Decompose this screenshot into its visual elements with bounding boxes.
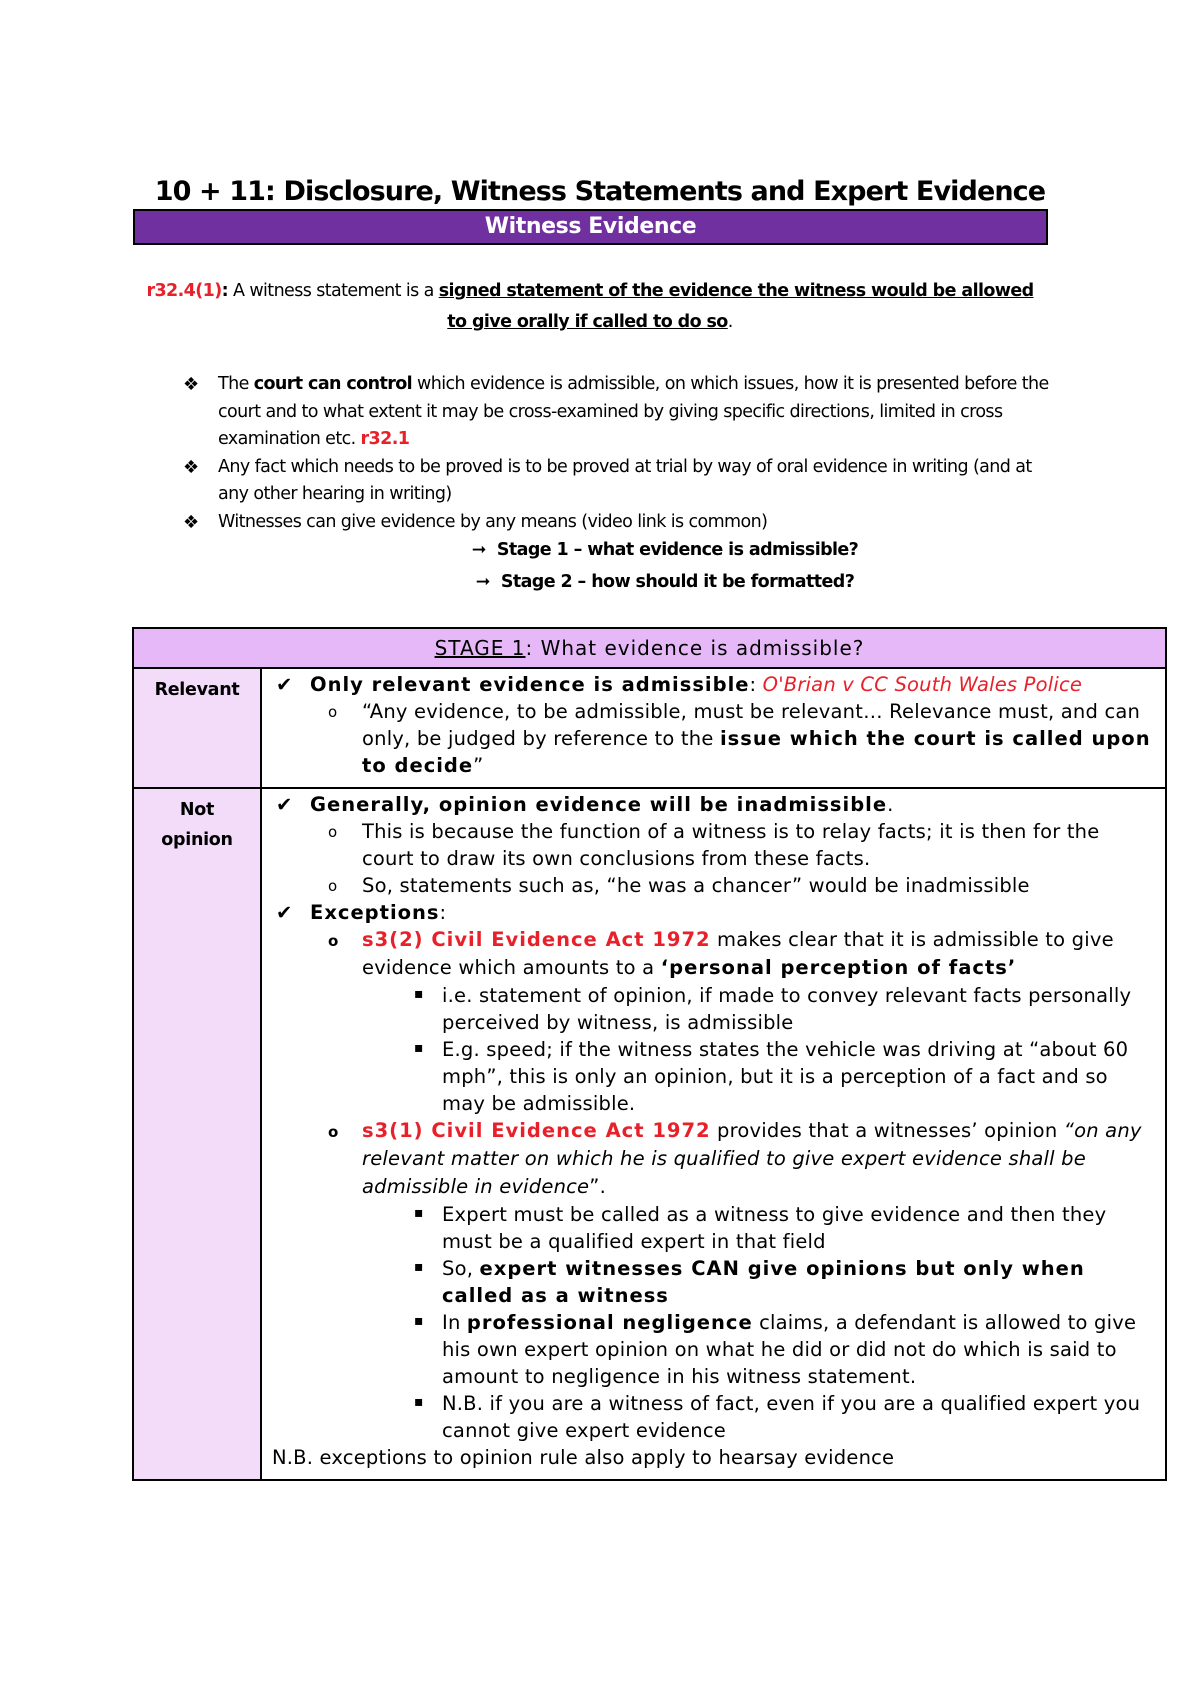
detail-text: So, bbox=[442, 1257, 480, 1280]
row-label-line: opinion bbox=[161, 830, 233, 850]
circle-bullet-icon: o bbox=[328, 932, 339, 950]
circle-bullet-icon: o bbox=[328, 823, 338, 841]
table-header-row bbox=[133, 628, 1166, 668]
exception-text: provides that a witnesses’ opinion bbox=[710, 1119, 1064, 1142]
table-header-label: STAGE 1 bbox=[434, 635, 526, 660]
period: . bbox=[887, 793, 894, 816]
bullet-item bbox=[183, 509, 1063, 537]
sub-item bbox=[272, 698, 1157, 779]
square-bullet-icon: ▪ bbox=[414, 1040, 424, 1056]
definition-emphasis-1: signed statement of the evidence the witness would be allowed bbox=[438, 281, 1034, 301]
colon: : bbox=[749, 673, 763, 696]
detail-item bbox=[272, 1255, 1157, 1309]
detail-bold: expert witnesses CAN give opinions but only when called as a witness bbox=[442, 1257, 1085, 1307]
table-header-text: : What evidence is admissible? bbox=[525, 635, 865, 660]
stage-text: Stage 1 – what evidence is admissible? bbox=[496, 540, 859, 560]
detail-text: Expert must be called as a witness to give evidence and then they must be a qualified expert in that field bbox=[442, 1203, 1107, 1253]
detail-item bbox=[272, 1390, 1157, 1444]
detail-text: i.e. statement of opinion, if made to convey relevant facts personally perceived by witness, is admissible bbox=[442, 984, 1132, 1034]
stage-item bbox=[0, 566, 1200, 598]
circle-bullet-icon: o bbox=[328, 1123, 339, 1141]
bullet-text: Any fact which needs to be proved is to be proved at trial by way of oral evidence in writing (and at any other hearing in writing) bbox=[218, 456, 1032, 504]
definition-colon: : bbox=[221, 281, 229, 301]
quote-end: ”. bbox=[589, 1175, 606, 1198]
bullet-bold: court can control bbox=[253, 374, 413, 394]
bullet-text: Witnesses can give evidence by any means (video link is common) bbox=[218, 511, 768, 532]
check-text: Generally, opinion evidence will be inadmissible bbox=[310, 793, 888, 816]
detail-item bbox=[272, 982, 1157, 1036]
square-bullet-icon: ▪ bbox=[414, 1259, 424, 1275]
check-item bbox=[272, 671, 1157, 698]
detail-item bbox=[272, 1036, 1157, 1117]
sub-text: So, statements such as, “he was a chancer” would be inadmissible bbox=[362, 874, 1030, 897]
arrow-icon: ➞ bbox=[475, 572, 490, 592]
detail-bold: professional negligence bbox=[466, 1311, 753, 1334]
check-item bbox=[272, 899, 1157, 926]
page-title: 10 + 11: Disclosure, Witness Statements and Expert Evidence bbox=[154, 176, 1046, 207]
circle-bullet-icon: o bbox=[328, 703, 338, 721]
definition-emphasis-2: to give orally if called to do so bbox=[447, 312, 728, 332]
row-label-line: Not bbox=[179, 800, 215, 820]
row-label: Relevant bbox=[133, 668, 261, 788]
definition bbox=[140, 276, 1040, 338]
detail-item bbox=[272, 1201, 1157, 1255]
square-bullet-icon: ▪ bbox=[414, 1394, 424, 1410]
diamond-bullet-icon: ❖ bbox=[183, 374, 199, 395]
check-icon: ✔ bbox=[276, 901, 293, 924]
definition-end: . bbox=[727, 312, 733, 332]
stage-text: Stage 2 – how should it be formatted? bbox=[500, 572, 855, 592]
detail-item bbox=[272, 1309, 1157, 1390]
square-bullet-icon: ▪ bbox=[414, 1205, 424, 1221]
row-content bbox=[261, 788, 1166, 1480]
square-bullet-icon: ▪ bbox=[414, 1313, 424, 1329]
detail-text: N.B. if you are a witness of fact, even if you are a qualified expert you cannot give expert evidence bbox=[442, 1392, 1141, 1442]
quote-text: “Any evidence, to be admissible, must be relevant… Relevance must, and can only, be judged by reference to the bbox=[362, 700, 1141, 750]
colon: : bbox=[439, 901, 447, 924]
diamond-bullet-icon: ❖ bbox=[183, 456, 199, 478]
arrow-icon: ➞ bbox=[471, 540, 486, 560]
quote-end: ” bbox=[473, 754, 484, 777]
check-item bbox=[272, 791, 1157, 818]
exception-bold: ‘personal perception of facts’ bbox=[660, 956, 1017, 979]
square-bullet-icon: ▪ bbox=[414, 986, 424, 1002]
sub-item bbox=[272, 872, 1157, 899]
diamond-bullet-icon: ❖ bbox=[183, 511, 199, 533]
sub-item bbox=[272, 818, 1157, 872]
table-row bbox=[133, 668, 1166, 788]
statute-reference: s3(2) Civil Evidence Act 1972 bbox=[362, 928, 711, 951]
quote-bold: issue which the court is called upon to decide bbox=[362, 727, 1151, 777]
rule-reference: r32.1 bbox=[360, 429, 410, 449]
bullet-list bbox=[183, 371, 1063, 536]
definition-lead: A witness statement is a bbox=[228, 281, 439, 301]
bullet-text: which evidence is admissible, on which issues, how it is presented before the court and to what extent it may be cross-examined by giving specific directions, limited in cross examination etc. bbox=[218, 374, 1049, 449]
check-icon: ✔ bbox=[276, 793, 293, 816]
exception-item bbox=[272, 926, 1157, 982]
bullet-text: The bbox=[218, 374, 254, 394]
detail-text: claims, a defendant is allowed to give his own expert opinion on what he did or did not do which is said to amount to negligence in his witness statement. bbox=[442, 1311, 1137, 1388]
exception-quote: “on any relevant matter on which he is qualified to give expert evidence shall be admissible in evidence bbox=[362, 1119, 1142, 1198]
row-label bbox=[133, 788, 261, 1480]
sub-text: This is because the function of a witness is to relay facts; it is then for the court to draw its own conclusions from these facts. bbox=[362, 820, 1100, 870]
detail-text: E.g. speed; if the witness states the vehicle was driving at “about 60 mph”, this is only an opinion, but it is a perception of a fact and so may be admissible. bbox=[442, 1038, 1129, 1115]
rule-reference: r32.4(1) bbox=[146, 281, 222, 301]
note: N.B. exceptions to opinion rule also apply to hearsay evidence bbox=[272, 1446, 895, 1469]
stage-list bbox=[0, 534, 1200, 598]
detail-text: In bbox=[442, 1311, 467, 1334]
circle-bullet-icon: o bbox=[328, 877, 338, 895]
exception-text: makes clear that it is admissible to give evidence which amounts to a bbox=[362, 928, 1114, 979]
statute-reference: s3(1) Civil Evidence Act 1972 bbox=[362, 1119, 711, 1142]
exception-item bbox=[272, 1117, 1157, 1201]
stage-item bbox=[0, 534, 1200, 566]
check-icon: ✔ bbox=[276, 673, 293, 696]
table-row bbox=[133, 788, 1166, 1480]
bullet-item bbox=[183, 454, 1063, 509]
check-text: Exceptions bbox=[310, 901, 440, 924]
row-content bbox=[261, 668, 1166, 788]
check-text: Only relevant evidence is admissible bbox=[310, 673, 750, 696]
stage-table bbox=[132, 627, 1167, 1481]
section-header: Witness Evidence bbox=[133, 209, 1048, 245]
case-name: O'Brian v CC South Wales Police bbox=[762, 673, 1083, 696]
table-header bbox=[133, 628, 1166, 668]
bullet-item bbox=[183, 371, 1063, 454]
